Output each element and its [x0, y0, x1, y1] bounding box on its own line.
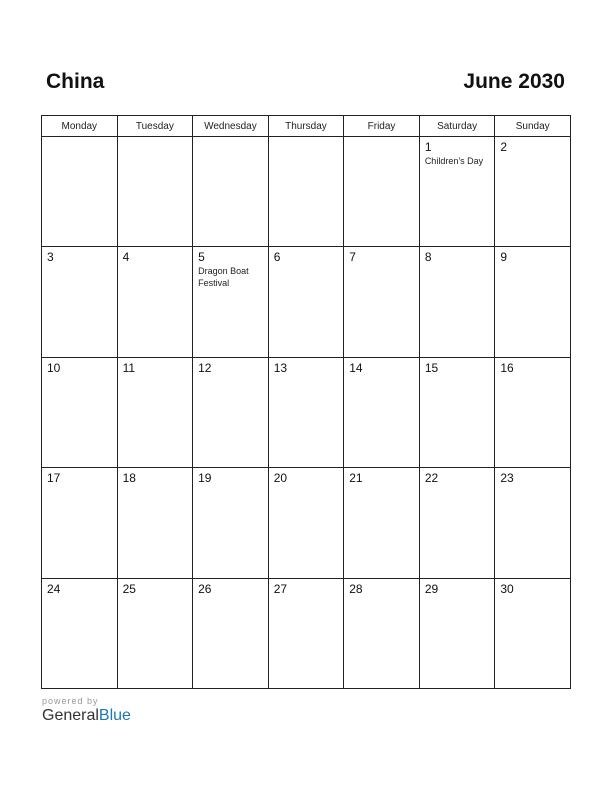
day-number: 21	[349, 471, 363, 486]
day-cell	[193, 247, 269, 357]
week-row	[42, 357, 571, 467]
day-number: 11	[122, 360, 136, 375]
day-cell	[344, 468, 420, 578]
holiday-label: Children’s Day	[424, 156, 484, 166]
brand-general: General	[42, 707, 99, 724]
brand-blue: Blue	[98, 707, 131, 724]
day-cell	[344, 137, 420, 247]
day-cell	[419, 247, 495, 357]
day-number: 20	[273, 471, 288, 486]
day-number: 9	[500, 250, 508, 265]
weekday-header: Saturday	[419, 116, 495, 137]
day-cell	[495, 137, 571, 247]
weekday-header: Tuesday	[117, 116, 193, 137]
day-number: 15	[424, 360, 439, 375]
day-number: 26	[198, 581, 212, 596]
day-number: 30	[500, 581, 514, 596]
powered-by-text: powered by	[42, 696, 99, 706]
weekday-header: Wednesday	[193, 116, 269, 137]
day-cell	[193, 468, 269, 578]
day-cell	[42, 247, 118, 357]
day-number: 6	[273, 250, 281, 265]
calendar-grid	[41, 115, 571, 689]
day-cell	[117, 468, 193, 578]
day-cell	[117, 578, 193, 688]
day-number: 4	[122, 250, 130, 265]
footer-brand	[42, 696, 131, 725]
day-cell	[42, 137, 118, 247]
month-year-title: June 2030	[463, 70, 565, 93]
day-cell	[117, 137, 193, 247]
day-cell	[268, 357, 344, 467]
day-cell	[42, 578, 118, 688]
day-cell	[419, 578, 495, 688]
day-cell	[193, 357, 269, 467]
day-cell	[344, 578, 420, 688]
weekday-header: Friday	[344, 116, 420, 137]
day-cell	[117, 247, 193, 357]
day-cell	[495, 578, 571, 688]
day-number: 28	[349, 581, 363, 596]
day-number: 3	[47, 250, 54, 265]
week-row	[42, 247, 571, 357]
day-cell	[268, 247, 344, 357]
day-cell	[268, 468, 344, 578]
day-cell	[495, 247, 571, 357]
day-number: 13	[273, 360, 288, 375]
day-number: 29	[424, 581, 439, 596]
day-number: 19	[198, 471, 212, 486]
day-number: 18	[122, 471, 136, 486]
brand-logo	[42, 707, 131, 725]
day-cell	[419, 468, 495, 578]
day-cell	[268, 578, 344, 688]
day-number: 1	[424, 140, 432, 154]
day-cell	[419, 137, 495, 247]
day-number: 10	[47, 360, 61, 375]
day-cell	[495, 357, 571, 467]
day-number: 12	[198, 360, 212, 375]
weekday-header: Monday	[42, 116, 118, 137]
day-number: 22	[424, 471, 439, 486]
day-cell	[495, 468, 571, 578]
day-number: 5	[198, 250, 205, 265]
day-number: 17	[47, 471, 61, 486]
day-cell	[117, 357, 193, 467]
weekday-header-row	[42, 116, 571, 137]
day-cell	[419, 357, 495, 467]
day-cell	[344, 357, 420, 467]
day-number: 27	[273, 581, 288, 596]
day-number: 24	[47, 581, 61, 596]
day-cell	[42, 468, 118, 578]
day-cell	[268, 137, 344, 247]
day-cell	[344, 247, 420, 357]
day-number: 25	[122, 581, 136, 596]
weekday-header: Thursday	[268, 116, 344, 137]
day-cell	[193, 137, 269, 247]
weekday-header: Sunday	[495, 116, 571, 137]
day-number: 16	[500, 360, 514, 375]
day-cell	[42, 357, 118, 467]
week-row	[42, 468, 571, 578]
day-number: 23	[500, 471, 514, 486]
week-row	[42, 578, 571, 688]
country-title: China	[46, 70, 105, 93]
day-number: 8	[424, 250, 432, 265]
holiday-label: Dragon Boat Festival	[198, 266, 249, 289]
day-number: 14	[349, 360, 363, 375]
day-number: 2	[500, 140, 508, 154]
week-row	[42, 137, 571, 247]
day-number: 7	[349, 250, 356, 265]
day-cell	[193, 578, 269, 688]
